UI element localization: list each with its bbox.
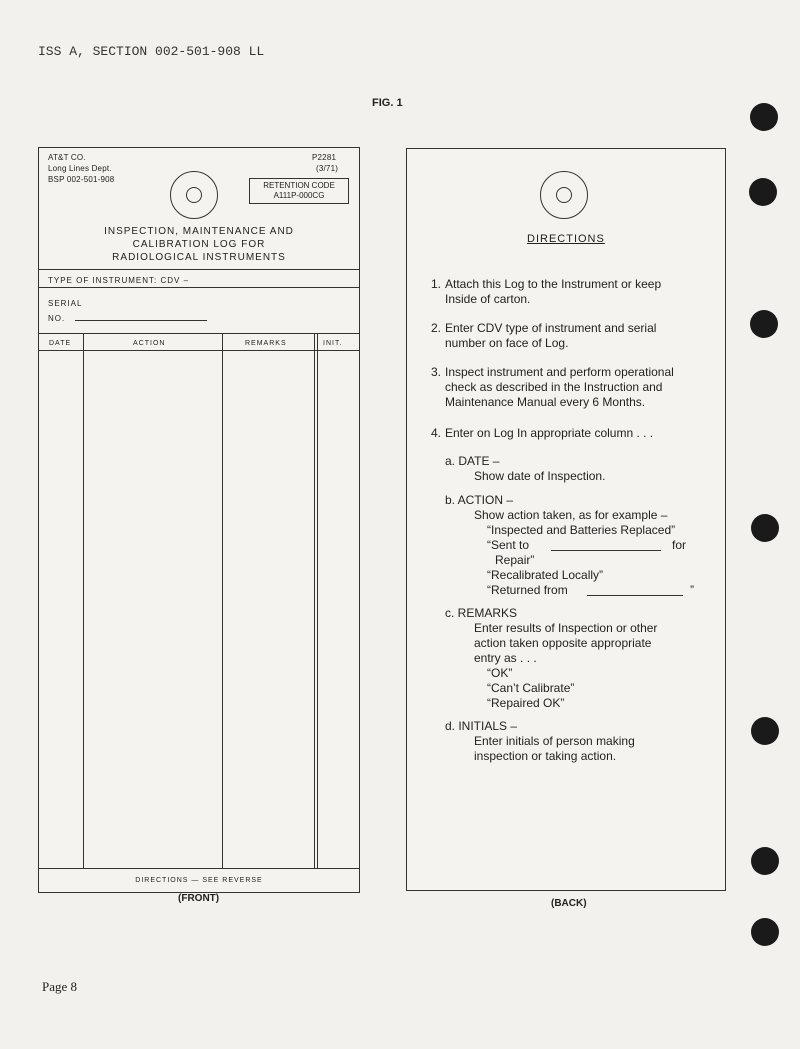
example-text: “Returned from — [487, 583, 568, 597]
directions-heading: DIRECTIONS — [527, 233, 605, 245]
log-title — [39, 225, 359, 264]
step-line: Maintenance Manual every 6 Months. — [445, 395, 646, 409]
column-divider — [314, 333, 315, 868]
table-bottom-rule — [39, 868, 359, 869]
divider — [39, 333, 359, 334]
table-header-rule — [39, 350, 359, 351]
example-text: “OK” — [487, 666, 513, 680]
sub-text: inspection or taking action. — [474, 749, 617, 763]
binder-hole — [749, 178, 777, 206]
step-line: Inside of carton. — [445, 292, 531, 306]
retention-box — [249, 178, 349, 204]
sub-text: Enter results of Inspection or other — [474, 621, 658, 635]
step-line: Enter CDV type of instrument and serial — [445, 321, 657, 335]
binder-hole — [751, 717, 779, 745]
step-item — [431, 426, 711, 441]
blank-line — [551, 550, 661, 551]
step-line: Attach this Log to the Instrument or keep — [445, 277, 662, 291]
punch-hole-icon — [186, 187, 202, 203]
serial-number-line — [75, 320, 207, 321]
title-line-1: INSPECTION, MAINTENANCE AND — [104, 226, 294, 237]
column-divider — [317, 333, 318, 868]
step-number: 1. — [431, 277, 442, 291]
column-header-date: DATE — [49, 340, 72, 347]
sub-text: action taken opposite appropriate — [474, 636, 652, 650]
sub-item-remarks — [445, 606, 720, 711]
binder-hole — [751, 514, 779, 542]
column-header-init: INIT. — [323, 340, 343, 347]
sub-item-initials — [445, 719, 720, 764]
example-text: “Recalibrated Locally” — [487, 568, 604, 582]
example-text: “Can’t Calibrate” — [487, 681, 575, 695]
sub-item-date — [445, 454, 715, 484]
department: Long Lines Dept. — [48, 164, 112, 173]
example-text: ” — [690, 583, 694, 597]
column-divider — [83, 333, 84, 868]
step-item — [431, 277, 711, 307]
step-line: check as described in the Instruction and — [445, 380, 663, 394]
page-number: Page 8 — [42, 979, 78, 994]
company-name: AT&T CO. — [48, 153, 86, 162]
step-number: 2. — [431, 321, 442, 335]
example-text: for — [672, 538, 687, 552]
binder-hole — [750, 103, 778, 131]
divider — [39, 287, 359, 288]
sub-text: entry as . . . — [474, 651, 537, 665]
log-card-front — [38, 147, 360, 893]
step-item — [431, 321, 711, 351]
sub-label: a. DATE – — [445, 454, 500, 468]
step-number: 4. — [431, 426, 442, 440]
column-header-action: ACTION — [133, 340, 166, 347]
example-text: Repair” — [495, 553, 535, 567]
binder-hole — [751, 847, 779, 875]
log-card-back — [406, 148, 726, 891]
sub-label: c. REMARKS — [445, 606, 518, 620]
sub-label: d. INITIALS – — [445, 719, 518, 733]
example-text: “Repaired OK” — [487, 696, 565, 710]
step-number: 3. — [431, 365, 442, 379]
sub-text: Show date of Inspection. — [474, 469, 606, 483]
example-text: “Sent to — [487, 538, 530, 552]
divider — [39, 269, 359, 270]
form-date: (3/71) — [316, 164, 339, 173]
binder-hole — [750, 310, 778, 338]
column-header-remarks: REMARKS — [245, 340, 287, 347]
step-line: number on face of Log. — [445, 336, 569, 350]
serial-no-label: NO. — [48, 314, 66, 323]
step-item — [431, 365, 721, 410]
blank-line — [587, 595, 683, 596]
title-line-2: CALIBRATION LOG FOR — [132, 239, 266, 250]
document-id: ISS A, SECTION 002-501-908 LL — [38, 44, 265, 59]
binder-hole — [751, 918, 779, 946]
title-line-3: RADIOLOGICAL INSTRUMENTS — [112, 252, 286, 263]
example-text: “Inspected and Batteries Replaced” — [487, 523, 676, 537]
step-line: Inspect instrument and perform operational — [445, 365, 674, 379]
column-divider — [222, 333, 223, 868]
punch-hole-icon — [556, 187, 572, 203]
step-line: Enter on Log In appropriate column . . . — [445, 426, 654, 440]
instrument-type-label: TYPE OF INSTRUMENT: CDV – — [48, 276, 190, 285]
directions-see-reverse: DIRECTIONS — SEE REVERSE — [135, 877, 263, 884]
bsp-number: BSP 002-501-908 — [48, 175, 115, 184]
form-number: P2281 — [312, 153, 337, 162]
serial-label: SERIAL — [48, 299, 83, 308]
sub-label: b. ACTION – — [445, 493, 514, 507]
retention-code: A111P-000CG — [273, 191, 325, 200]
back-caption: (BACK) — [551, 898, 587, 909]
sub-text: Show action taken, as for example – — [474, 508, 668, 522]
front-caption: (FRONT) — [178, 893, 220, 904]
figure-label: FIG. 1 — [372, 97, 403, 109]
sub-text: Enter initials of person making — [474, 734, 635, 748]
retention-title: RETENTION CODE — [263, 181, 335, 190]
sub-item-action — [445, 493, 720, 598]
